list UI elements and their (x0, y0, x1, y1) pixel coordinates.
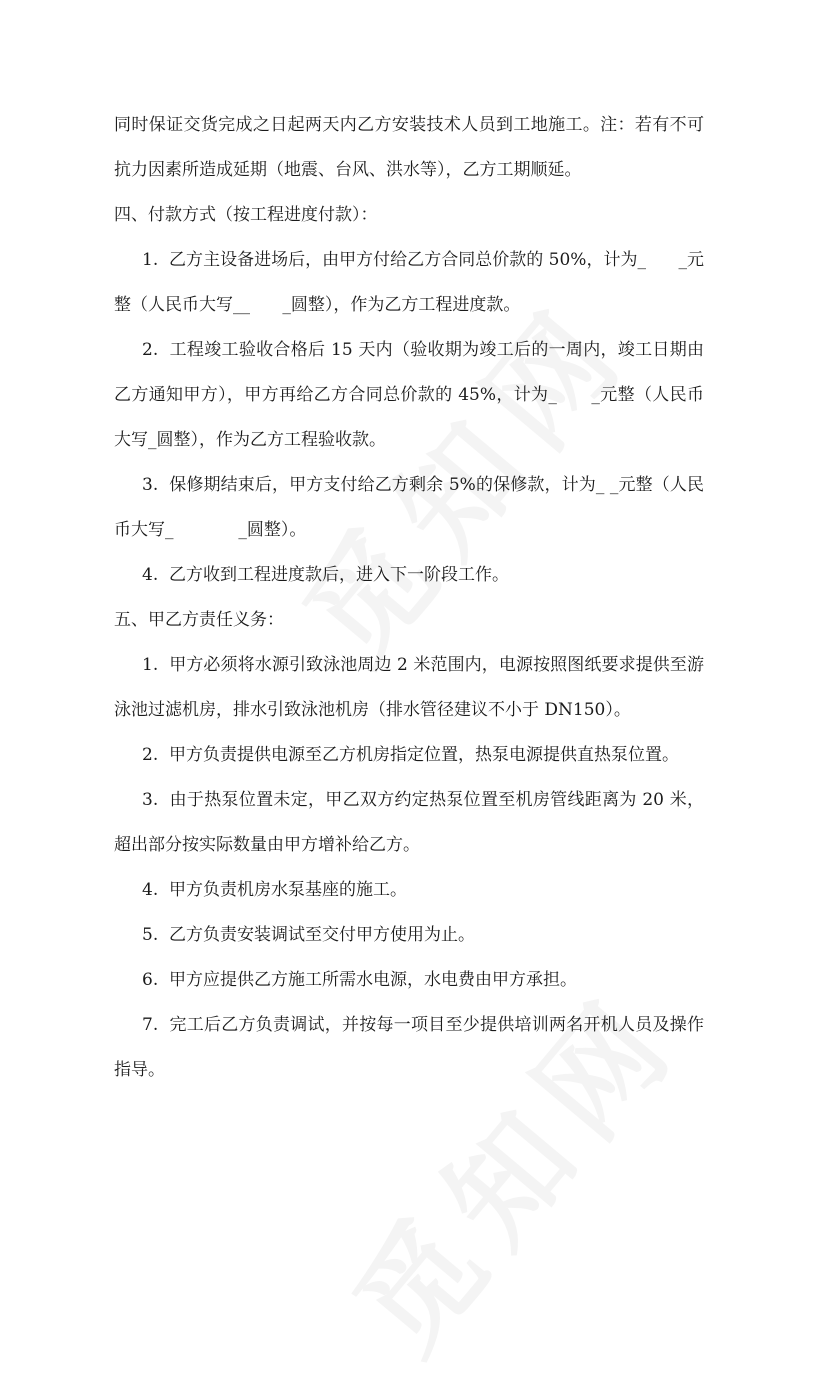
payment-item-2: 2. 工程竣工验收合格后 15 天内（验收期为竣工后的一周内，竣工日期由乙方通知甲方），甲方再给乙方合同总价款的 45%，计为_ _元整（人民币大写_圆整），作为乙方工程验收款。 (114, 340, 704, 450)
responsibility-item-6: 6. 甲方应提供乙方施工所需水电源，水电费由甲方承担。 (142, 970, 578, 990)
section-heading-responsibilities: 五、甲乙方责任义务： (114, 610, 284, 630)
payment-item-1: 1. 乙方主设备进场后，由甲方付给乙方合同总价款的 50%，计为_ _元整（人民币大写__ _圆整），作为乙方工程进度款。 (114, 250, 704, 315)
responsibility-item-5: 5. 乙方负责安装调试至交付甲方使用为止。 (142, 925, 476, 945)
responsibility-item-7: 7. 完工后乙方负责调试，并按每一项目至少提供培训两名开机人员及操作指导。 (114, 1015, 704, 1080)
payment-item-4: 4. 乙方收到工程进度款后，进入下一阶段工作。 (142, 565, 510, 585)
paragraph-continuation: 同时保证交货完成之日起两天内乙方安装技术人员到工地施工。注：若有不可抗力因素所造成延期（地震、台风、洪水等），乙方工期顺延。 (114, 115, 704, 180)
document-body (114, 103, 704, 1093)
payment-item-3: 3. 保修期结束后，甲方支付给乙方剩余 5%的保修款，计为_ _元整（人民币大写_ _圆整）。 (114, 475, 704, 540)
responsibility-item-4: 4. 甲方负责机房水泵基座的施工。 (142, 880, 408, 900)
responsibility-item-2: 2. 甲方负责提供电源至乙方机房指定位置，热泵电源提供直热泵位置。 (142, 745, 680, 765)
section-heading-payment: 四、付款方式（按工程进度付款）： (114, 205, 378, 225)
responsibility-item-1: 1. 甲方必须将水源引致泳池周边 2 米范围内，电源按照图纸要求提供至游泳池过滤机房，排水引致泳池机房（排水管径建议不小于 DN150）。 (114, 655, 704, 720)
responsibility-item-3: 3. 由于热泵位置未定，甲乙双方约定热泵位置至机房管线距离为 20 米，超出部分按实际数量由甲方增补给乙方。 (114, 790, 704, 855)
